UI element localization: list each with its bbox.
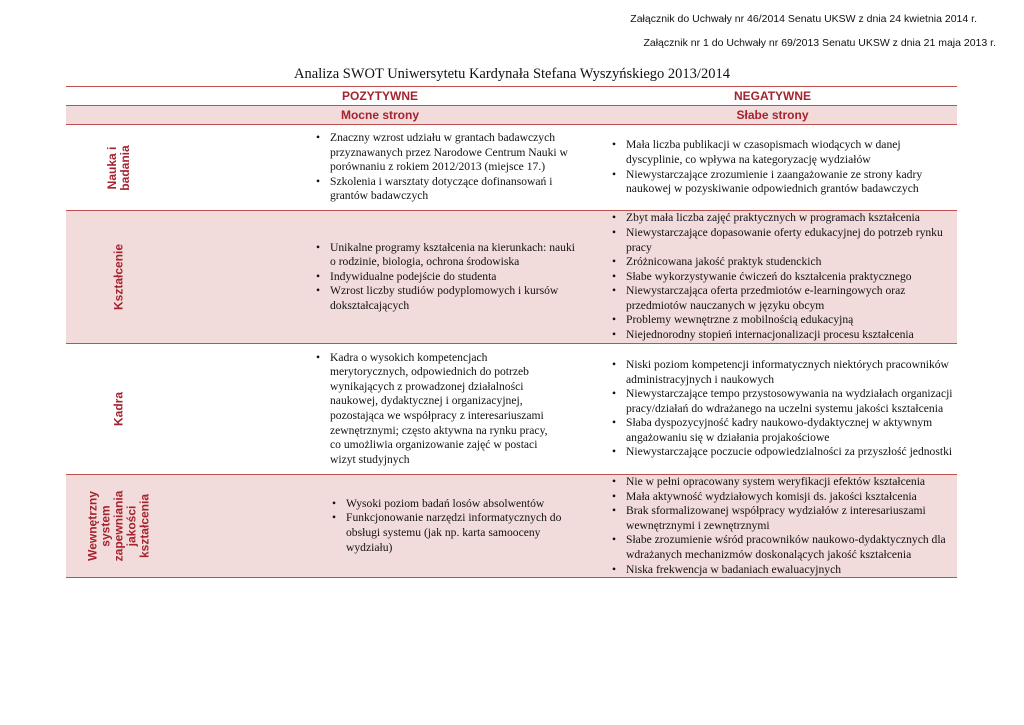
list-item: • Słabe wykorzystywanie ćwiczeń do kształcenia praktycznego bbox=[608, 270, 953, 285]
section-label-staff: Kadra bbox=[66, 344, 172, 475]
list-item: • Zróżnicowana jakość praktyk studenckich bbox=[608, 255, 953, 270]
negative-header: NEGATYWNE bbox=[588, 87, 957, 106]
list-item: • Kadra o wysokich kompetencjach merytorycznych, odpowiednich do potrzeb wynikających z prowadzonej działalności naukowej, dydaktycznej i organizacyjnej, pozostająca we współpracy z interesariuszami zewnętrznymi; często aktywna na rynku pracy, co umożliwia organizowanie zajęć w postaci wizyt studyjnych bbox=[312, 351, 554, 468]
list-item: • Niewystarczające poczucie odpowiedzialności za przyszłość jednostki bbox=[608, 445, 953, 460]
strengths-list-education bbox=[312, 241, 578, 314]
list-item: • Funkcjonowanie narzędzi informatycznych do obsługi systemu (jak np. karta samooceny wydziału) bbox=[328, 511, 572, 555]
swot-table bbox=[66, 86, 957, 578]
list-item: • Niska frekwencja w badaniach ewaluacyjnych bbox=[608, 563, 953, 578]
list-item: • Nie w pełni opracowany system weryfikacji efektów kształcenia bbox=[608, 475, 953, 490]
list-item: • Zbyt mała liczba zajęć praktycznych w programach kształcenia bbox=[608, 211, 953, 226]
list-item: • Niewystarczające tempo przystosowywania na wydziałach organizacji pracy/działań do wdrażanego na uczelni systemu jakości kształcenia bbox=[608, 387, 953, 416]
section-row-staff bbox=[66, 344, 957, 475]
header-row-strengths-weaknesses bbox=[66, 106, 957, 125]
list-item: • Indywidualne podejście do studenta bbox=[312, 270, 578, 285]
section-label-education: Kształcenie bbox=[66, 211, 172, 344]
section-row-research bbox=[66, 125, 957, 211]
list-item: • Mała liczba publikacji w czasopismach wiodących w danej dyscyplinie, co wpływa na kategoryzację wydziałów bbox=[608, 138, 953, 167]
strengths-list-quality-system bbox=[328, 497, 572, 555]
list-item: • Unikalne programy kształcenia na kierunkach: nauki o rodzinie, biologia, ochrona środowiska bbox=[312, 241, 578, 270]
list-item: • Niewystarczające zrozumienie i zaangażowanie ze strony kadry naukowej w pozyskiwanie odpowiednich grantów badawczych bbox=[608, 168, 953, 197]
header-row-polarity bbox=[66, 87, 957, 106]
weaknesses-cell-quality-system bbox=[588, 475, 957, 578]
list-item: • Słabe zrozumienie wśród pracowników naukowo-dydaktycznych dla wdrażanych mechanizmów doskonalących jakość kształcenia bbox=[608, 533, 953, 562]
strengths-cell-education bbox=[172, 211, 588, 344]
positive-header: POZYTYWNE bbox=[172, 87, 588, 106]
list-item: • Mała aktywność wydziałowych komisji ds. jakości kształcenia bbox=[608, 490, 953, 505]
list-item: • Słaba dyspozycyjność kadry naukowo-dydaktycznej w aktywnym angażowaniu się w działania projakościowe bbox=[608, 416, 953, 445]
list-item: • Wysoki poziom badań losów absolwentów bbox=[328, 497, 572, 512]
list-item: • Wzrost liczby studiów podyplomowych i kursów dokształcających bbox=[312, 284, 578, 313]
strengths-cell-quality-system bbox=[172, 475, 588, 578]
list-item: • Niejednorodny stopień internacjonalizacji procesu kształcenia bbox=[608, 328, 953, 343]
strengths-cell-research bbox=[172, 125, 588, 211]
list-item: • Znaczny wzrost udziału w grantach badawczych przyznawanych przez Narodowe Centrum Nauki w porównaniu z rokiem 2012/2013 (miejsce 17.) bbox=[312, 131, 582, 175]
weaknesses-header: Słabe strony bbox=[588, 106, 957, 125]
section-label-quality-system: Wewnętrzny system zapewniania jakości kształcenia bbox=[66, 475, 172, 578]
section-row-education bbox=[66, 211, 957, 344]
strengths-cell-staff bbox=[172, 344, 588, 475]
list-item: • Niewystarczająca oferta przedmiotów e-learningowych oraz przedmiotów nauczanych w języku obcym bbox=[608, 284, 953, 313]
weaknesses-list-education bbox=[608, 211, 953, 342]
list-item: • Niski poziom kompetencji informatycznych niektórych pracowników administracyjnych i naukowych bbox=[608, 358, 953, 387]
strengths-list-research bbox=[312, 131, 582, 204]
strengths-list-staff bbox=[312, 351, 554, 468]
header-note-2: Załącznik nr 1 do Uchwały nr 69/2013 Senatu UKSW z dnia 21 maja 2013 r. bbox=[643, 37, 996, 49]
weaknesses-cell-research bbox=[588, 125, 957, 211]
weaknesses-cell-education bbox=[588, 211, 957, 344]
list-item: • Niewystarczające dopasowanie oferty edukacyjnej do potrzeb rynku pracy bbox=[608, 226, 953, 255]
section-row-quality-system bbox=[66, 475, 957, 578]
header-note-1: Załącznik do Uchwały nr 46/2014 Senatu UKSW z dnia 24 kwietnia 2014 r. bbox=[630, 13, 977, 25]
list-item: • Problemy wewnętrzne z mobilnością edukacyjną bbox=[608, 313, 953, 328]
weaknesses-list-research bbox=[608, 138, 953, 196]
strengths-header: Mocne strony bbox=[172, 106, 588, 125]
weaknesses-list-quality-system bbox=[608, 475, 953, 577]
weaknesses-cell-staff bbox=[588, 344, 957, 475]
list-item: • Brak sformalizowanej współpracy wydziałów z interesariuszami wewnętrznymi i zewnętrznymi bbox=[608, 504, 953, 533]
list-item: • Szkolenia i warsztaty dotyczące dofinansowań i grantów badawczych bbox=[312, 175, 582, 204]
page-title: Analiza SWOT Uniwersytetu Kardynała Stefana Wyszyńskiego 2013/2014 bbox=[294, 66, 730, 82]
section-label-research: Nauka i badania bbox=[66, 125, 172, 211]
weaknesses-list-staff bbox=[608, 358, 953, 460]
